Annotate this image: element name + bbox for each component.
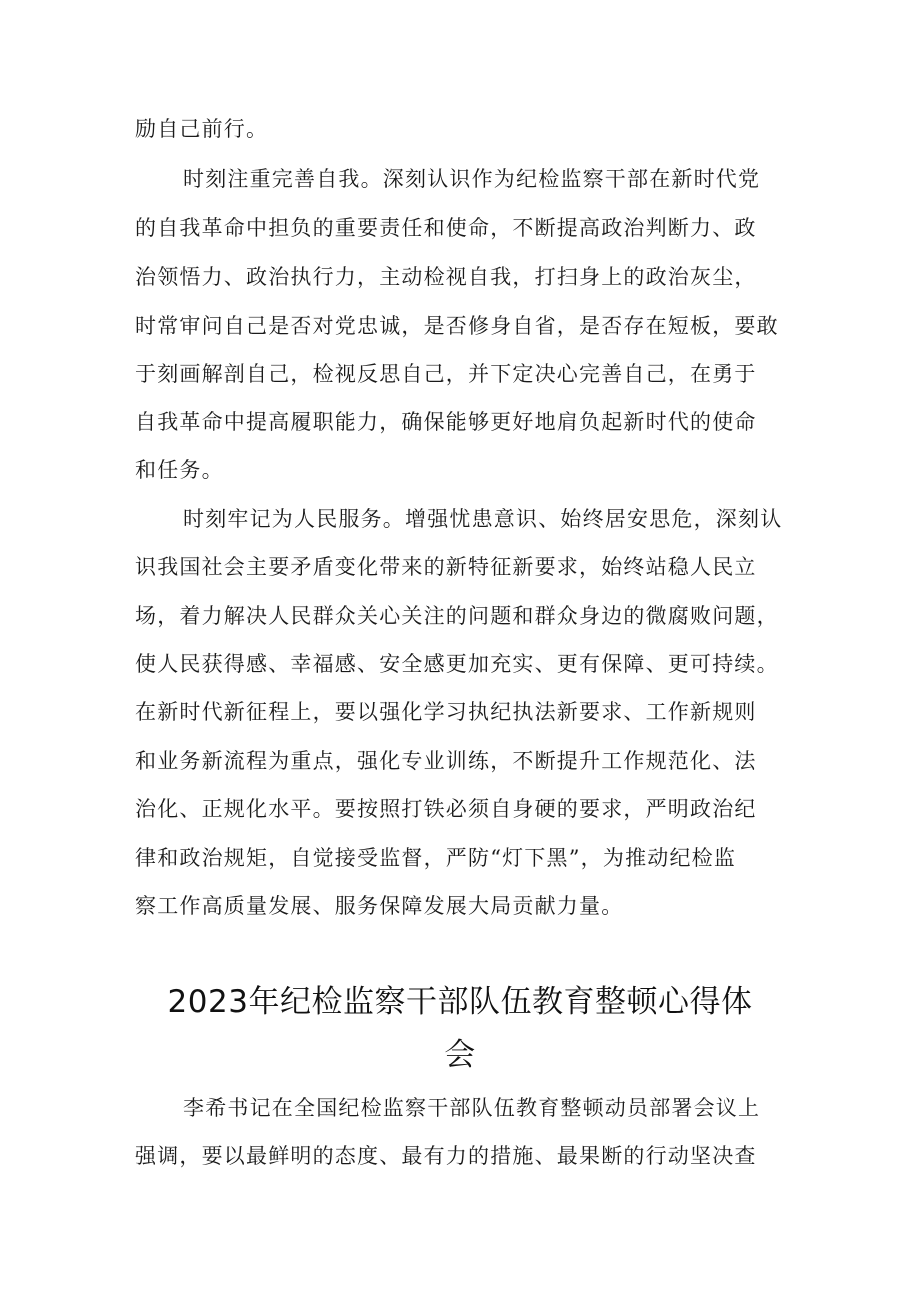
para3-line-3: 场，着力解决人民群众关心关注的问题和群众身边的微腐败问题， bbox=[135, 604, 779, 628]
para2-line-3: 治领悟力、政治执行力，主动检视自我，打扫身上的政治灰尘， bbox=[135, 265, 757, 289]
para3-line-7: 治化、正规化水平。要按照打铁必须自身硬的要求，严明政治纪 bbox=[135, 797, 757, 821]
para2-line-1: 时刻注重完善自我。深刻认识作为纪检监察干部在新时代党 bbox=[183, 167, 761, 191]
para1-line-1: 励自己前行。 bbox=[135, 117, 269, 141]
para3-line-5: 在新时代新征程上，要以强化学习执纪执法新要求、工作新规则 bbox=[135, 700, 757, 724]
para4-line-1: 李希书记在全国纪检监察干部队伍教育整顿动员部署会议上 bbox=[183, 1096, 761, 1120]
para3-line-1: 时刻牢记为人民服务。增强忧患意识、始终居安思危，深刻认 bbox=[183, 507, 783, 531]
para4-line-2: 强调，要以最鲜明的态度、最有力的措施、最果断的行动坚决查 bbox=[135, 1144, 757, 1168]
para2-line-5: 于刻画解剖自己，检视反思自己，并下定决心完善自己，在勇于 bbox=[135, 362, 757, 386]
para2-line-6: 自我革命中提高履职能力，确保能够更好地肩负起新时代的使命 bbox=[135, 410, 757, 434]
para3-line-8: 律和政治规矩，自觉接受监督，严防“灯下黑”，为推动纪检监 bbox=[135, 846, 737, 870]
para3-line-4: 使人民获得感、幸福感、安全感更加充实、更有保障、更可持续。 bbox=[135, 652, 779, 676]
para2-line-2: 的自我革命中担负的重要责任和使命，不断提高政治判断力、政 bbox=[135, 216, 757, 240]
para2-line-7: 和任务。 bbox=[135, 458, 224, 482]
para3-line-6: 和业务新流程为重点，强化专业训练，不断提升工作规范化、法 bbox=[135, 749, 757, 773]
article-title-line-1: 2023年纪检监察干部队伍教育整顿心得体 bbox=[167, 984, 753, 1020]
article-title-line-2: 会 bbox=[444, 1037, 476, 1073]
para3-line-9: 察工作高质量发展、服务保障发展大局贡献力量。 bbox=[135, 894, 624, 918]
para3-line-2: 识我国社会主要矛盾变化带来的新特征新要求，始终站稳人民立 bbox=[135, 555, 757, 579]
para2-line-4: 时常审问自己是否对党忠诚，是否修身自省，是否存在短板，要敢 bbox=[135, 314, 779, 338]
